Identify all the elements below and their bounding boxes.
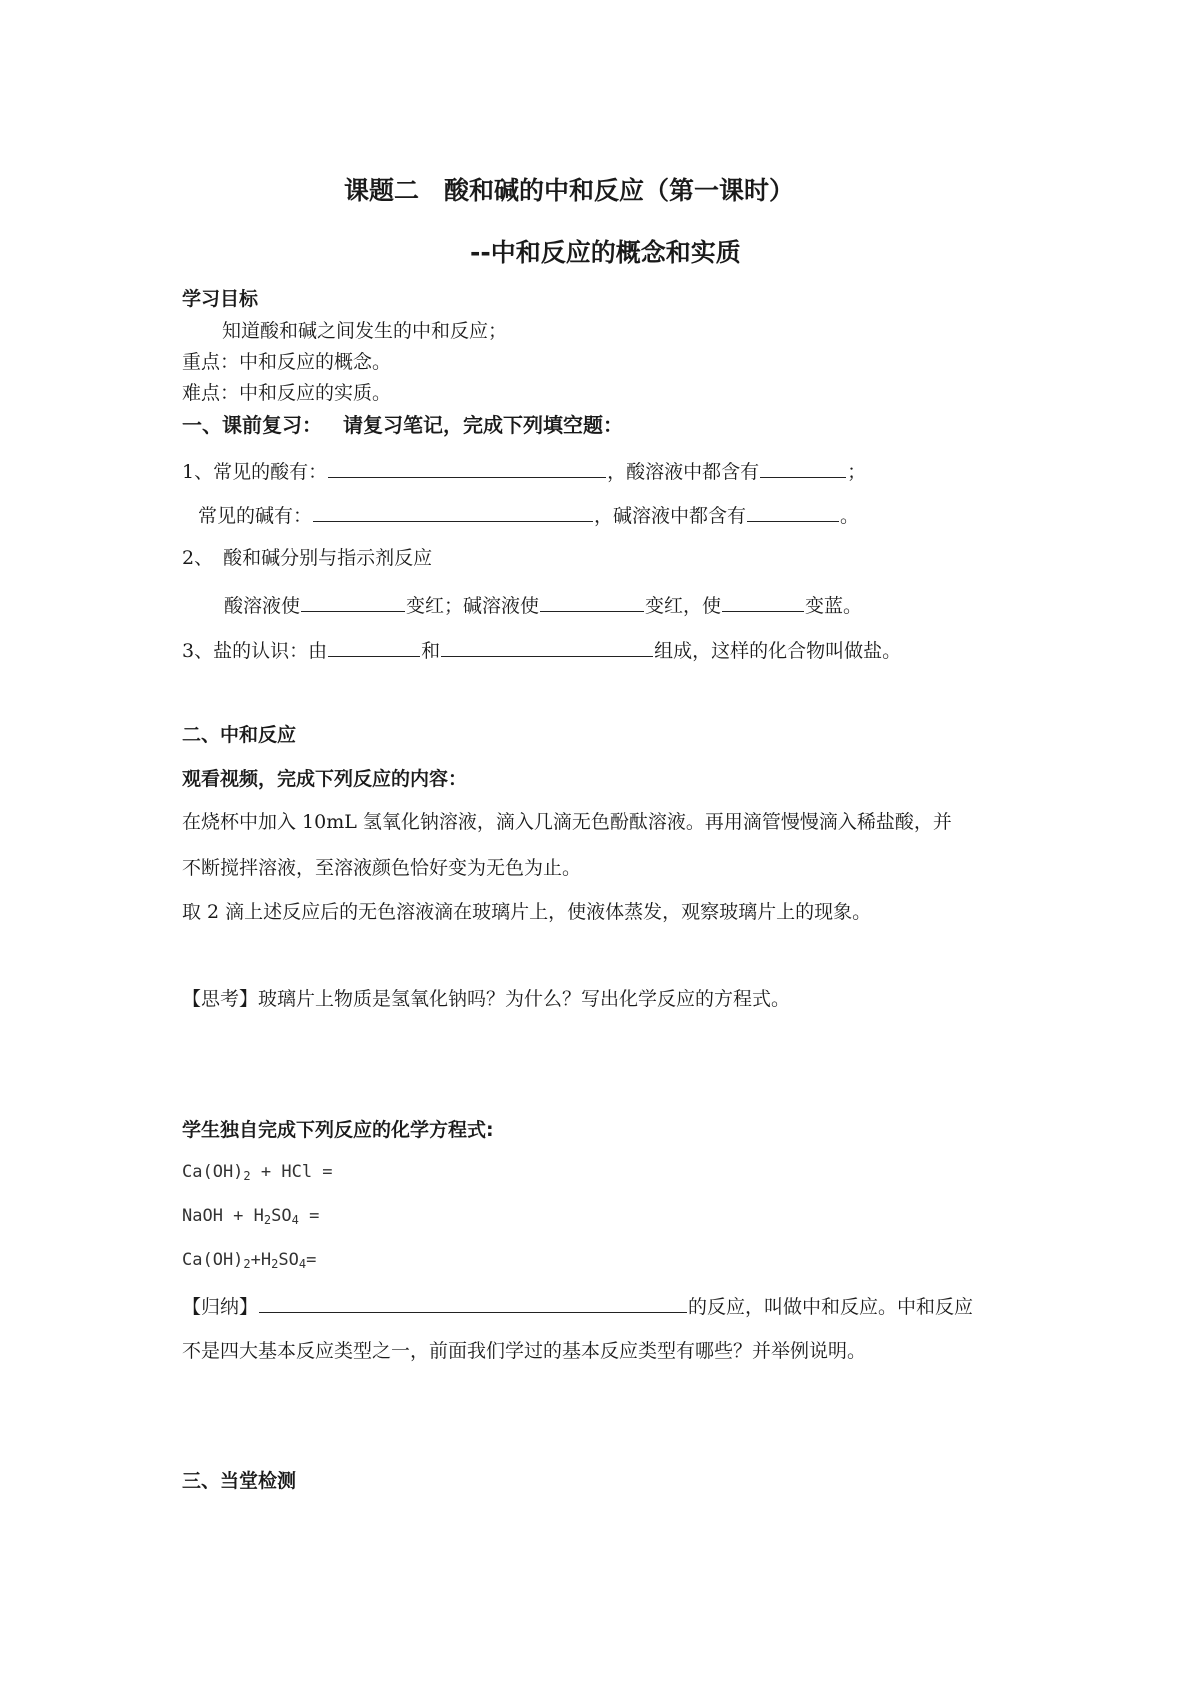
video-instruction: 观看视频，完成下列反应的内容： [182, 768, 468, 790]
section3-heading: 三、当堂检测 [182, 1470, 297, 1492]
q3-p2: 和 [421, 640, 441, 662]
salt-anion-blank[interactable] [441, 637, 653, 657]
eq3-part-d: = [306, 1250, 317, 1270]
q2-text: 酸和碱分别与指示剂反应 [223, 547, 433, 569]
q1b-end: 。 [840, 505, 860, 527]
evaporation-text: 取 2 滴上述反应后的无色溶液滴在玻璃片上，使液体蒸发，观察玻璃片上的现象。 [182, 901, 872, 923]
question-3 [182, 637, 901, 663]
summary-line2: 不是四大基本反应类型之一，前面我们学过的基本反应类型有哪些？并举例说明。 [182, 1340, 867, 1362]
equation-2 [182, 1206, 319, 1227]
acid-ion-blank[interactable] [760, 458, 846, 478]
objectives-difficulty: 难点：中和反应的实质。 [182, 382, 392, 404]
experiment-text-line2: 不断搅拌溶液，至溶液颜色恰好变为无色为止。 [182, 857, 582, 879]
eq3-sub2: 2 [271, 1257, 279, 1271]
eq3-part-b: +H [250, 1250, 272, 1270]
objectives-goal: 知道酸和碱之间发生的中和反应； [222, 320, 508, 342]
q1a-prefix: 1、常见的酸有： [182, 461, 328, 483]
q2b-p3: 变红，使 [645, 595, 722, 617]
equation-1 [182, 1162, 333, 1183]
base-indicator-blue-blank[interactable] [722, 592, 804, 612]
eq2-part-c: = [298, 1206, 320, 1226]
question-1b [198, 502, 859, 528]
summary-line1 [182, 1293, 973, 1319]
equations-heading: 学生独自完成下列反应的化学方程式: [182, 1119, 494, 1141]
section2-heading: 二、中和反应 [182, 724, 297, 746]
question-2 [182, 547, 432, 570]
acid-indicator-blank[interactable] [301, 592, 405, 612]
summary-prefix: 【归纳】 [182, 1296, 259, 1318]
base-ion-blank[interactable] [747, 502, 839, 522]
question-1a [182, 458, 866, 484]
q1b-prefix: 常见的碱有： [198, 505, 313, 527]
salt-cation-blank[interactable] [328, 637, 420, 657]
eq3-part-c: SO [278, 1250, 299, 1270]
eq2-sub2: 4 [291, 1213, 299, 1227]
base-indicator-red-blank[interactable] [540, 592, 644, 612]
question-2b [224, 592, 862, 618]
q1a-end: ； [847, 461, 867, 483]
section1-heading: 一、课前复习： [182, 413, 322, 437]
q2b-p2: 变红；碱溶液使 [406, 595, 540, 617]
summary-suffix: 的反应，叫做中和反应。中和反应 [688, 1296, 974, 1318]
q3-p3: 组成，这样的化合物叫做盐。 [654, 640, 902, 662]
objectives-heading: 学习目标 [182, 288, 259, 310]
eq3-sub1: 2 [243, 1257, 251, 1271]
eq1-sub: 2 [243, 1169, 251, 1183]
page-title: 课题二 酸和碱的中和反应（第一课时） [344, 176, 795, 205]
q1a-mid: ，酸溶液中都含有 [607, 461, 760, 483]
experiment-text-line1: 在烧杯中加入 10mL 氢氧化钠溶液，滴入几滴无色酚酞溶液。再用滴管慢慢滴入稀盐酸，并 [182, 811, 952, 833]
q1b-mid: ，碱溶液中都含有 [594, 505, 747, 527]
eq3-part-a: Ca(OH) [182, 1250, 244, 1270]
q2b-p1: 酸溶液使 [224, 595, 301, 617]
equation-3 [182, 1250, 316, 1271]
q3-p1: 3、盐的认识：由 [182, 640, 328, 662]
page-subtitle: --中和反应的概念和实质 [470, 238, 741, 267]
q2-num: 2、 [182, 547, 214, 569]
objectives-focus: 重点：中和反应的概念。 [182, 351, 392, 373]
bases-blank[interactable] [313, 502, 593, 522]
section1-instruction: 请复习笔记，完成下列填空题： [342, 413, 623, 437]
section1-heading-row [182, 413, 623, 437]
eq1-part-a: Ca(OH) [182, 1162, 244, 1182]
think-question: 【思考】玻璃片上物质是氢氧化钠吗？为什么？写出化学反应的方程式。 [182, 988, 791, 1010]
eq3-sub3: 4 [298, 1257, 307, 1271]
eq2-part-b: SO [271, 1206, 292, 1226]
eq1-part-b: + HCl = [250, 1162, 333, 1182]
q2b-p4: 变蓝。 [805, 595, 863, 617]
eq2-sub1: 2 [263, 1213, 272, 1227]
summary-blank[interactable] [259, 1293, 687, 1313]
eq2-part-a: NaOH + H [182, 1206, 264, 1226]
acids-blank[interactable] [328, 458, 606, 478]
